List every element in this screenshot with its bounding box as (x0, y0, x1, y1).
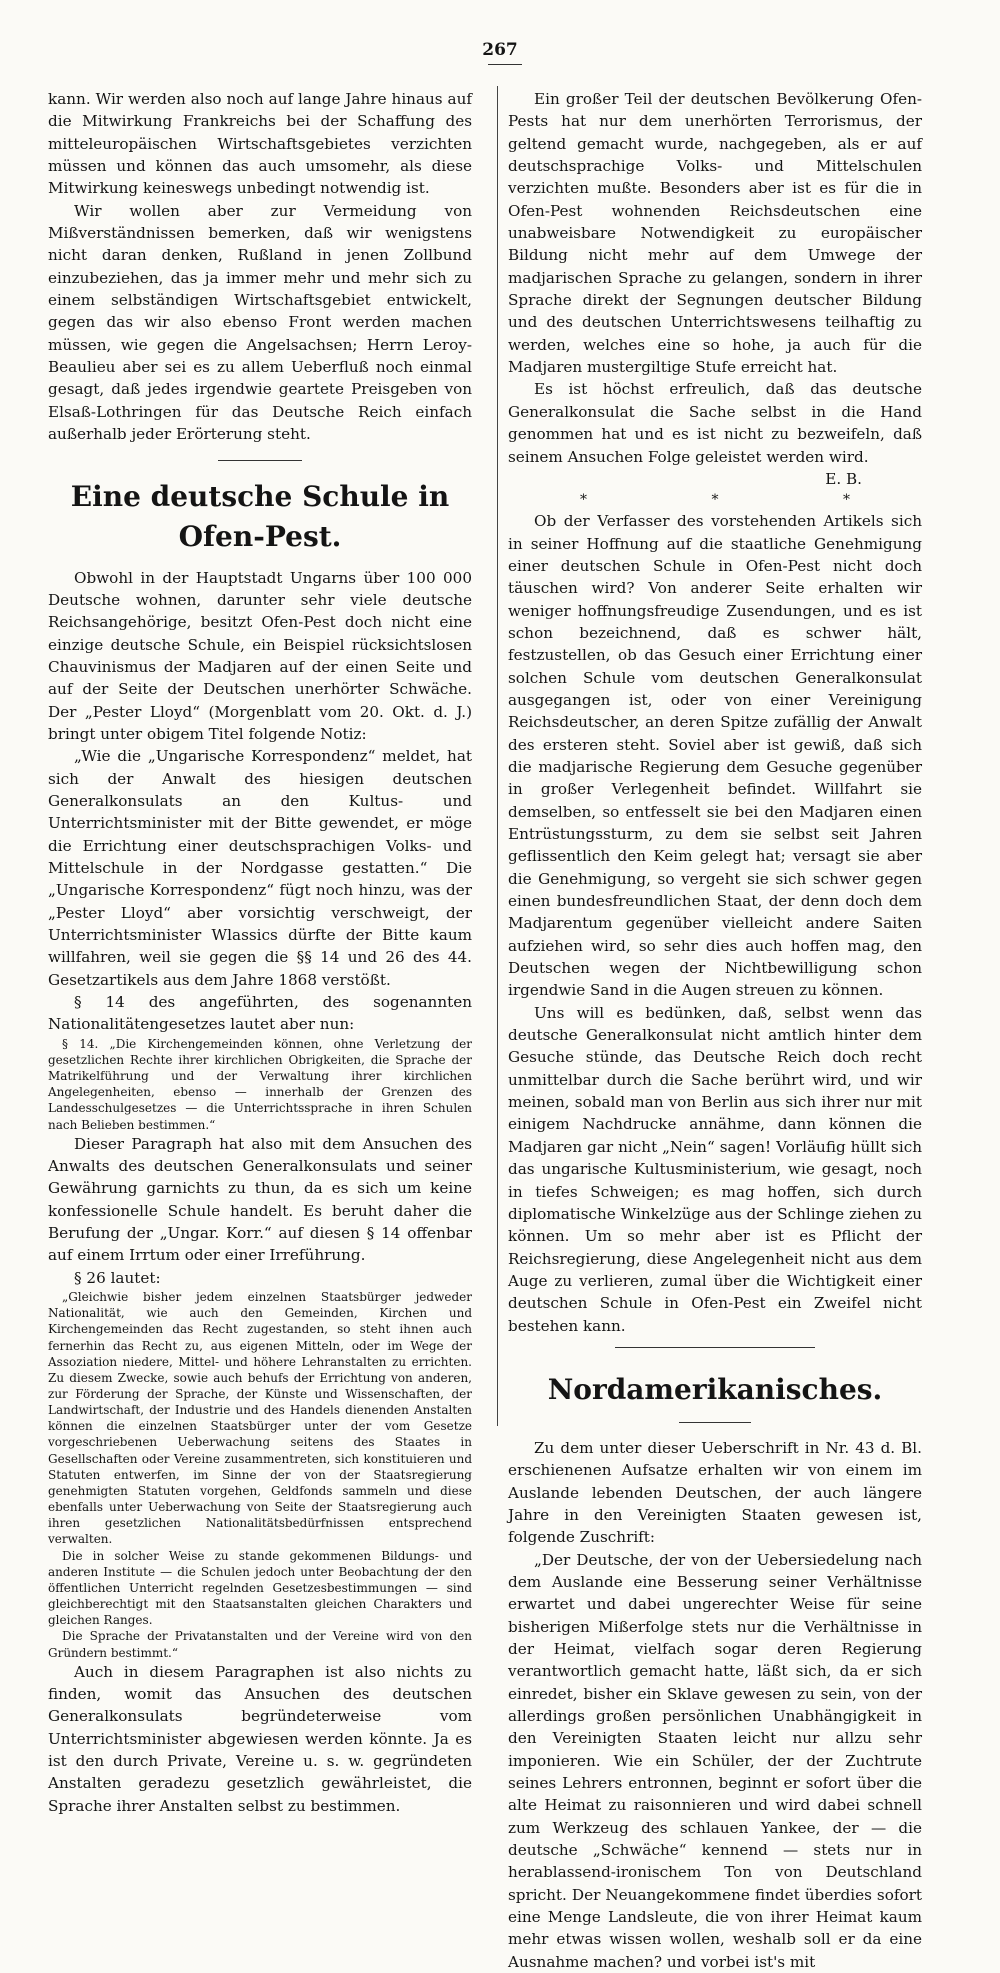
section-rule (615, 1347, 815, 1348)
article-paragraph: Zu dem unter dieser Ueberschrift in Nr. 43 d. Bl. erschienenen Aufsatze erhalten wir von einem im Auslande lebenden Deutschen, der auch längere Jahre in den Vereinigten Staaten gewesen ist, folgende Zuschrift: (508, 1438, 922, 1547)
article-paragraph: Ob der Verfasser des vorstehenden Artikels sich in seiner Hoffnung auf die staatliche Genehmigung einer deutschen Schule in Ofen-Pest nicht doch täuschen wird? Von anderer Seite erhalten wir weniger hoffnungsfreudige Zusendungen, und es ist schon bezeichnend, daß es schwer hält, festzustellen, ob das Gesuch einer Errichtung einer solchen Schule vom deutschen Generalkonsulat ausgegangen ist, oder von einer Vereinigung Reichsdeutscher, an deren Spitze zufällig der Anwalt des ersteren steht. Soviel aber ist gewiß, daß sich die madjarische Regierung dem Gesuche gegenüber in großer Verlegenheit befindet. Willfahrt sie demselben, so entfesselt sie bei den Madjaren einen Entrüstungssturm, zu dem sie selbst seit Jahren geflissentlich den Keim gelegt hat; versagt sie aber die Genehmigung, so vergeht sie sich schwer gegen einen bundesfreundlichen Staat, der denn doch dem Madjarentum gegenüber vielleicht andere Saiten aufziehen wird, so sehr dies auch hoffen mag, den Deutschen wegen der Nichtbewilligung schon irgendwie Sand in die Augen streuen zu können. (508, 512, 922, 1000)
article-paragraph: „Der Deutsche, der von der Uebersiedelung nach dem Auslande eine Besserung seiner Verhältnisse erwartet und dabei ungerechter Weise für seine bisherigen Mißerfolge stets nur die Verhältnisse in der Heimat, vielfach sogar deren Regierung verantwortlich gemacht hatte, läßt sich, da er sich einredet, bisher ein Sklave gewesen zu sein, von der allerdings großen persönlichen Unabhängigkeit in den Vereinigten Staaten leicht nur allzu sehr imponieren. Wie ein Schüler, der der Zuchtrute seines Lehrers entronnen, beginnt er sofort über die alte Heimat zu raisonnieren und wird dabei schnell zum Werkzeug des schlauen Yankee, der — die deutsche „Schwäche“ kennend — stets nur in herablassend-ironischem Ton von Deutschland spricht. Der Neuangekommene findet überdies sofort eine Menge Landsleute, die von ihrer Heimat kaum mehr etwas wissen wollen, weshalb soll er da eine Ausnahme machen? und vorbei ist's mit (508, 1550, 922, 1971)
intro-paragraph: kann. Wir werden also noch auf lange Jahre hinaus auf die Mitwirkung Frankreichs bei der Schaffung des mitteleuropäischen Wirtschaftsgebietes verzichten müssen und können das auch umsomehr, als diese Mitwirkung keineswegs unbedingt notwendig ist. (48, 90, 472, 198)
article-title-ofen-pest: Eine deutsche Schule in Ofen-Pest. (70, 479, 450, 553)
article-paragraph: Auch in diesem Paragraphen ist also nichts zu finden, womit das Ansuchen des deutschen Generalkonsulats begründeterweise vom Unterrichtsminister abgewiesen werden könnte. Ja es ist den durch Private, Vereine u. s. w. gegründeten Anstalten geradezu gesetzlich gewährleistet, die Sprache ihrer Anstalten selbst zu bestimmen. (48, 1662, 472, 1815)
right-column (508, 88, 922, 1973)
article-paragraph: Es ist höchst erfreulich, daß das deutsche Generalkonsulat die Sache selbst in die Hand genommen hat und es ist nicht zu bezweifeln, daß seinem Ansuchen Folge geleistet werden wird. (508, 380, 922, 466)
page-number: 267 (482, 40, 518, 60)
column-divider (497, 86, 498, 1426)
quote-paragraph-26: „Gleichwie bisher jedem einzelnen Staatsbürger jedweder Nationalität, wie auch den Gemeinden, Kirchen und Kirchengemeinden das Recht zugestanden, so steht ihnen auch fernerhin das Recht zu, aus eigenen Mitteln, oder im Wege der Assoziation niedere, Mittel- und höhere Lehranstalten zu errichten. Zu diesem Zwecke, sowie auch behufs der Errichtung von anderen, zur Förderung der Sprache, der Künste und Wissenschaften, der Landwirtschaft, der Industrie und des Handels dienenden Anstalten können die einzelnen Staatsbürger unter der vom Gesetze vorgeschriebenen Ueberwachung seitens des Staates in Gesellschaften oder Vereine zusammentreten, sich konstituieren und Statuten entwerfen, im Sinne der von der Staatsregierung genehmigten Statuten vorgehen, Geldfonds sammeln und diese ebenfalls unter Ueberwachung von Seite der Staatsregierung auch ihren gesetzlichen Nationalitätsbedürfnissen entsprechend verwalten. (48, 1290, 472, 1547)
section-rule (218, 460, 302, 461)
article-paragraph: Dieser Paragraph hat also mit dem Ansuchen des Anwalts des deutschen Generalkonsulats und seiner Gewährung garnichts zu thun, da es sich um keine konfessionelle Schule handelt. Es beruht daher die Berufung der „Ungar. Korr.“ auf diesen § 14 offenbar auf einem Irrtum oder einer Irreführung. (48, 1134, 472, 1265)
header-rule (488, 64, 522, 65)
article-paragraph: § 14 des angeführten, des sogenannten Nationalitätengesetzes lautet aber nun: (48, 993, 472, 1034)
intro-paragraph: Wir wollen aber zur Vermeidung von Mißverständnissen bemerken, daß wir wenigstens nicht daran denken, Rußland in jenen Zollbund einzubeziehen, das ja immer mehr und mehr sich zu einem selbständigen Wirtschaftsgebiet entwickelt, gegen das wir also ebenso Front werden machen müssen, wie gegen die Angelsachsen; Herrn Leroy-Beaulieu aber sei es zu allem Ueberfluß noch einmal gesagt, daß jedes irgendwie geartete Preisgeben von Elsaß-Lothringen für das Deutsche Reich einfach außerhalb jeder Erörterung steht. (48, 201, 472, 444)
quote-paragraph-26: Die in solcher Weise zu stande gekommenen Bildungs- und anderen Institute — die Schulen jedoch unter Beobachtung der den öffentlichen Unterricht regelnden Gesetzesbestimmungen — sind gleichberechtigt mit den Staatsanstalten gleichen Charakters und gleichen Ranges. (48, 1548, 472, 1628)
signature-text: E. B. (825, 469, 862, 488)
left-column (48, 88, 472, 1817)
section-stars: * * * (580, 492, 910, 509)
quote-paragraph-14: § 14. „Die Kirchengemeinden können, ohne Verletzung der gesetzlichen Rechte ihrer kirchlichen Obrigkeiten, die Sprache der Matrikelführung und der Verwaltung ihrer kirchlichen Angelegenheiten, ebenso — innerhalb der Grenzen des Landesschulgesetzes — die Unterrichtssprache in ihren Schulen nach Belieben bestimmen.“ (48, 1036, 472, 1132)
author-signature (508, 468, 922, 490)
article-paragraph: § 26 lautet: (74, 1268, 161, 1287)
article-paragraph: Ein großer Teil der deutschen Bevölkerung Ofen-Pests hat nur dem unerhörten Terrorismus, der geltend gemacht wurde, nachgegeben, als er auf deutschsprachige Volks- und Mittelschulen verzichten mußte. Besonders aber ist es für die in Ofen-Pest wohnenden Reichsdeutschen eine unabweisbare Notwendigkeit zu europäischer Bildung nicht mehr auf dem Umwege der madjarischen Sprache zu gelangen, sondern in ihrer Sprache direkt der Segnungen deutscher Bildung und des deutschen Unterrichtswesens teilhaftig zu werden, welches eine so hohe, ja auch für die Madjaren mustergiltige Stufe erreicht hat. (508, 90, 922, 377)
article-paragraph: „Wie die „Ungarische Korrespondenz“ meldet, hat sich der Anwalt des hiesigen deutschen Generalkonsulats an den Kultus- und Unterrichtsminister mit der Bitte gewendet, er möge die Errichtung einer deutschsprachigen Volks- und Mittelschule in der Nordgasse gestatten.“ Die „Ungarische Korrespondenz“ fügt noch hinzu, was der „Pester Lloyd“ aber vorsichtig verschweigt, der Unterrichtsminister Wlassics dürfte der Bitte kaum willfahren, weil sie gegen die §§ 14 und 26 des 44. Gesetzartikels aus dem Jahre 1868 verstößt. (48, 747, 472, 989)
title-rule (679, 1422, 751, 1423)
quote-paragraph-26: Die Sprache der Privatanstalten und der Vereine wird von den Gründern bestimmt.“ (48, 1629, 472, 1660)
article-paragraph: Obwohl in der Hauptstadt Ungarns über 100 000 Deutsche wohnen, darunter sehr viele deutsche Reichsangehörige, besitzt Ofen-Pest doch nicht eine einzige deutsche Schule, ein Beispiel rücksichtslosen Chauvinismus der Madjaren auf der einen Seite und auf der Seite der Deutschen unerhörter Schwäche. Der „Pester Lloyd“ (Morgenblatt vom 20. Okt. d. J.) bringt unter obigem Titel folgende Notiz: (48, 568, 472, 743)
article-paragraph: Uns will es bedünken, daß, selbst wenn das deutsche Generalkonsulat nicht amtlich hinter dem Gesuche stünde, das Deutsche Reich doch recht unmittelbar durch die Sache berührt wird, und wir meinen, sobald man von Berlin aus sich ihrer nur mit einigem Nachdrucke annähme, dann können die Madjaren gar nicht „Nein“ sagen! Vorläufig hüllt sich das ungarische Kultusministerium, wie gesagt, noch in tiefes Schweigen; es mag hoffen, sich durch diplomatische Winkelzüge aus der Schlinge ziehen zu können. Um so mehr aber ist es Pflicht der Reichsregierung, diese Angelegenheit nicht aus dem Auge zu verlieren, zumal über die Wichtigkeit einer deutschen Schule in Ofen-Pest ein Zweifel nicht bestehen kann. (508, 1003, 922, 1335)
article-title-nordamerikanisches: Nordamerikanisches. (547, 1372, 883, 1406)
